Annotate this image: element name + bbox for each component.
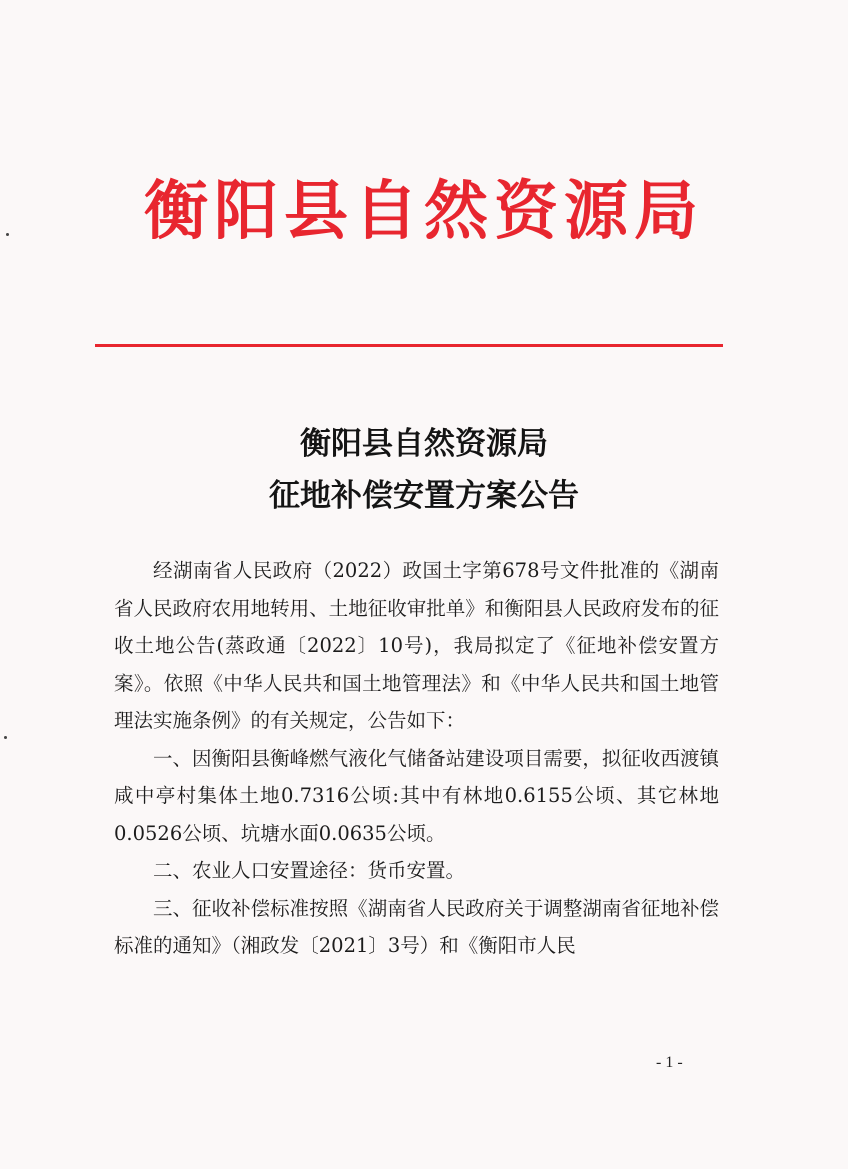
paragraph-item-3: 三、征收补偿标准按照《湖南省人民政府关于调整湖南省征地补偿标准的通知》（湘政发〔2021〕3号）和《衡阳市人民 [114,896,719,957]
document-title-line1: 衡阳县自然资源局 [300,426,548,462]
scan-speck [6,233,9,236]
paragraph-item-2: 二、农业人口安置途径：货币安置。 [153,859,466,882]
page-number: - 1 - [656,1054,683,1071]
document-body [114,552,719,965]
letterhead-divider [95,344,723,347]
scan-speck [4,736,7,739]
letterhead-org-name: 衡阳县自然资源局 [144,174,704,249]
paragraph-item-1: 一、因衡阳县衡峰燃气液化气储备站建设项目需要，拟征收西渡镇咸中亭村集体土地0.7316公顷:其中有林地0.6155公顷、其它林地0.0526公顷、坑塘水面0.0635公顷。 [114,746,719,845]
paragraph-intro: 经湖南省人民政府（2022）政国土字第678号文件批准的《湖南省人民政府农用地转用、土地征收审批单》和衡阳县人民政府发布的征收土地公告(蒸政通〔2022〕10号)，我局拟定了《征地补偿安置方案》。依照《中华人民共和国土地管理法》和《中华人民共和国土地管理法实施条例》的有关规定，公告如下： [114,559,719,732]
document-title-line2: 征地补偿安置方案公告 [269,478,579,514]
